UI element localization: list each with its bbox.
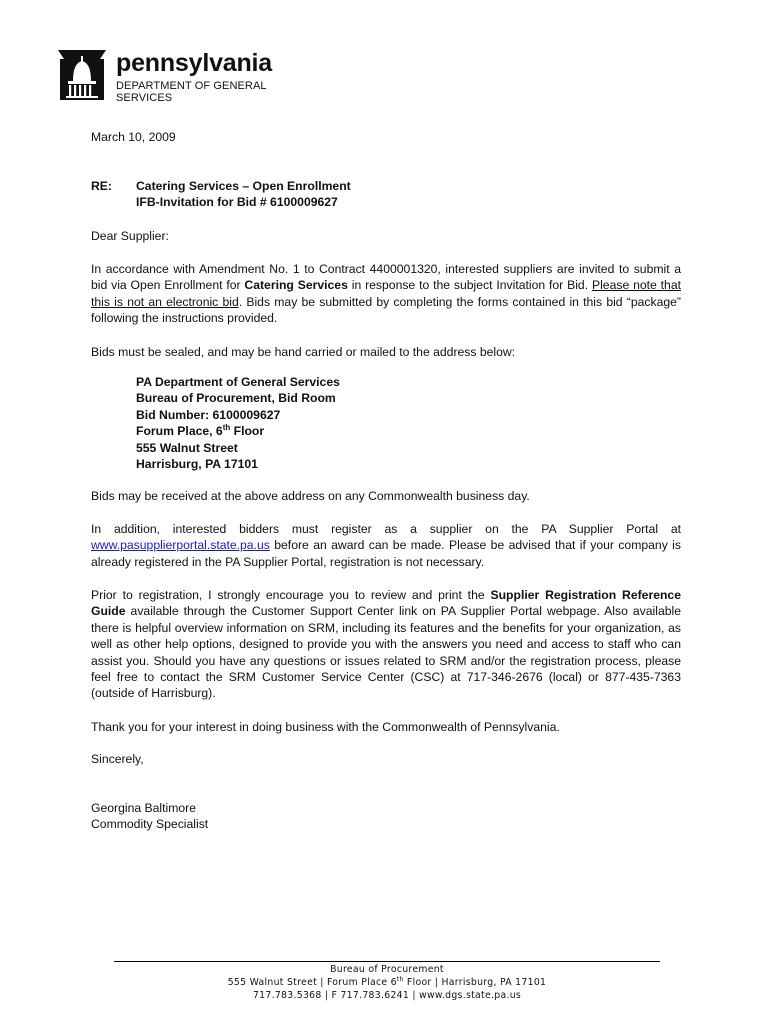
re-line-2: IFB-Invitation for Bid # 6100009627 [136,195,338,210]
p1-text-c: in response to the subject Invitation for Bid. [347,278,592,293]
paragraph-register [91,521,681,570]
footer-divider [114,961,660,962]
paragraph-amendment [91,261,681,327]
address-line-6: Harrisburg, PA 17101 [136,457,258,472]
address-line-4-sup: th [222,423,231,433]
signature-block [91,800,208,833]
paragraph-business-day: Bids may be received at the above address on any Commonwealth business day. [91,489,530,503]
p5-bold-guide: Supplier Registration Reference Guide [91,588,681,619]
address-line-2: Bureau of Procurement, Bid Room [136,391,336,406]
address-line-4-b: Floor [230,424,265,439]
p1-text-e: . Bids may be submitted by completing the forms contained in this bid “package” following the instructions provided. [91,294,681,326]
address-line-5: 555 Walnut Street [136,440,238,455]
re-line-1: Catering Services – Open Enrollment [136,179,351,193]
signer-name: Georgina Baltimore [91,801,196,815]
footer-line-2-b: Floor | Harrisburg, PA 17101 [403,977,547,988]
footer-line-3: 717.783.5368 | F 717.783.6241 | www.dgs.state.pa.us [252,990,522,1001]
address-line-1: PA Department of General Services [136,375,340,389]
re-label: RE: [91,179,112,193]
footer-line-2-a: 555 Walnut Street | Forum Place 6 [227,977,397,988]
p1-text-a: In accordance with Amendment No. 1 to Contract 4400001320, interested suppliers are invited to submit a bid via Open Enrollment for [91,262,681,293]
letterhead-name: pennsylvania [116,49,272,77]
p5-text-a: Prior to registration, I strongly encourage you to review and print the [91,588,491,602]
letterhead [54,45,324,105]
address-line-4-a: Forum Place, 6 [136,424,223,439]
p1-underlined-notice: Please note that this is not an electronic bid [91,278,681,309]
footer-line-2-sup: th [396,976,404,983]
p4-text-a: In addition, interested bidders must register as a supplier on the PA Supplier Portal at [91,522,681,536]
p4-text-b: before an award can be made. Please be advised that if your company is already registered in the PA Supplier Portal, registration is not necessary. [91,538,681,569]
footer [114,963,660,1002]
p1-bold-catering: Catering Services [244,278,348,293]
footer-line-2 [114,976,660,989]
supplier-portal-link[interactable]: www.pasupplierportal.state.pa.us [91,538,270,553]
address-line-4 [136,423,340,439]
letter-date: March 10, 2009 [91,130,176,144]
paragraph-sealed-bids: Bids must be sealed, and may be hand carried or mailed to the address below: [91,345,516,359]
bid-address-block [136,374,340,472]
paragraph-registration-guide [91,587,681,702]
salutation: Dear Supplier: [91,229,169,243]
keystone-capitol-icon [54,45,110,105]
signer-title: Commodity Specialist [91,817,209,832]
paragraph-thank-you: Thank you for your interest in doing business with the Commonwealth of Pennsylvania. [91,720,560,734]
letterhead-department: DEPARTMENT OF GENERAL SERVICES [116,80,267,104]
p5-text-c: available through the Customer Support Center link on PA Supplier Portal webpage. Also available there is helpful overview information on SRM, including its features and the benefits for your organization, as well as other help options, designed to provide you with the answers you need and access to staff who can assist you. Should you have any questions or issues related to SRM and/or the registration process, please feel free to contact the SRM Customer Service Center (CSC) at 717-346-2676 (local) or 877-435-7363 (outside of Harrisburg). [91,604,681,701]
re-subject [136,178,351,211]
closing: Sincerely, [91,752,144,766]
address-line-3: Bid Number: 6100009627 [136,407,281,422]
footer-line-1: Bureau of Procurement [330,964,444,975]
